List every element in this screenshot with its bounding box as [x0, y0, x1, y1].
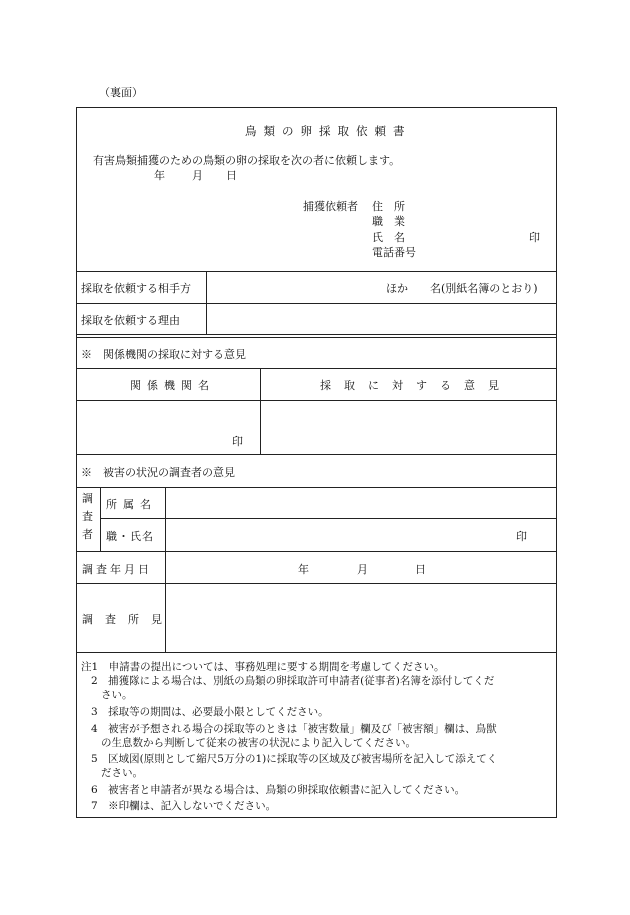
investigator-section-heading: ※ 被害の状況の調査者の意見: [81, 466, 235, 479]
investigation-day-label: 日: [415, 563, 426, 576]
note-2-cont: さい。: [101, 689, 133, 701]
partner-value: ほか 名(別紙名簿のとおり): [386, 282, 538, 295]
rule: [76, 334, 557, 335]
investigation-year-label: 年: [298, 563, 309, 576]
note-4-cont: の生息数から判断して従来の被害の状況により記入してください。: [101, 737, 416, 749]
agency-section-heading: ※ 関係機関の採取に対する意見: [81, 348, 246, 361]
rule: [76, 583, 557, 584]
rule: [165, 487, 166, 652]
partner-label: 採取を依頼する相手方: [81, 282, 191, 295]
date-year-label: 年: [154, 169, 165, 182]
note-5: 5 区域図(原則として縮尺5万分の1)に採取等の区域及び被害場所を記入して添えてく: [91, 753, 498, 765]
note-6: 6 被害者と申請者が異なる場合は、鳥類の卵採取依頼書に記入してください。: [91, 784, 466, 796]
rule: [100, 518, 557, 519]
note-7: 7 ※印欄は、記入しないでください。: [91, 800, 277, 812]
rule: [76, 652, 557, 653]
rule: [206, 271, 207, 334]
agency-seal: 印: [232, 435, 243, 448]
investigator-label: 調査者: [82, 492, 93, 541]
note-5-cont: ださい。: [101, 767, 143, 779]
note-3: 3 採取等の期間は、必要最小限としてください。: [91, 706, 329, 718]
investigator-seal: 印: [516, 530, 527, 543]
requester-seal: 印: [529, 231, 540, 244]
agency-opinion-header: 採取に対する意見: [320, 379, 512, 392]
reason-label: 採取を依頼する理由: [81, 314, 180, 327]
rule: [76, 271, 557, 272]
note-1: 注1 申請書の提出については、事務処理に要する期間を考慮してください。: [81, 661, 445, 673]
date-day-label: 日: [226, 169, 237, 182]
rule: [76, 454, 557, 455]
phone-label: 電話番号: [372, 246, 416, 259]
page-side-label: （裏面）: [99, 86, 143, 99]
rule: [76, 487, 557, 488]
occupation-label: 職 業: [372, 215, 405, 228]
rule: [76, 303, 557, 304]
rule: [76, 368, 557, 369]
title-name-label: 職・氏名: [106, 530, 154, 543]
investigation-date-label: 調査年月日: [82, 563, 152, 576]
investigation-month-label: 月: [357, 563, 368, 576]
rule: [260, 368, 261, 454]
form-title: 鳥類の卵採取依頼書: [245, 124, 412, 138]
rule: [76, 551, 557, 552]
note-2: 2 捕獲隊による場合は、別紙の鳥類の卵採取許可申請者(従事者)名簿を添付してくだ: [91, 675, 495, 687]
findings-label: 調査所見: [82, 613, 174, 626]
rule: [100, 487, 101, 551]
name-label: 氏 名: [372, 231, 405, 244]
address-label: 住 所: [372, 200, 405, 213]
date-month-label: 月: [192, 169, 203, 182]
affiliation-label: 所属名: [106, 498, 157, 511]
agency-name-header: 関係機関名: [130, 379, 215, 392]
rule: [76, 337, 557, 338]
intro-text: 有害鳥類捕獲のための鳥類の卵の採取を次の者に依頼します。: [93, 154, 401, 167]
rule: [76, 400, 557, 401]
requester-label: 捕獲依頼者: [303, 200, 358, 213]
note-4: 4 被害が予想される場合の採取等のときは「被害数量」欄及び「被害額」欄は、鳥獣: [91, 723, 497, 735]
